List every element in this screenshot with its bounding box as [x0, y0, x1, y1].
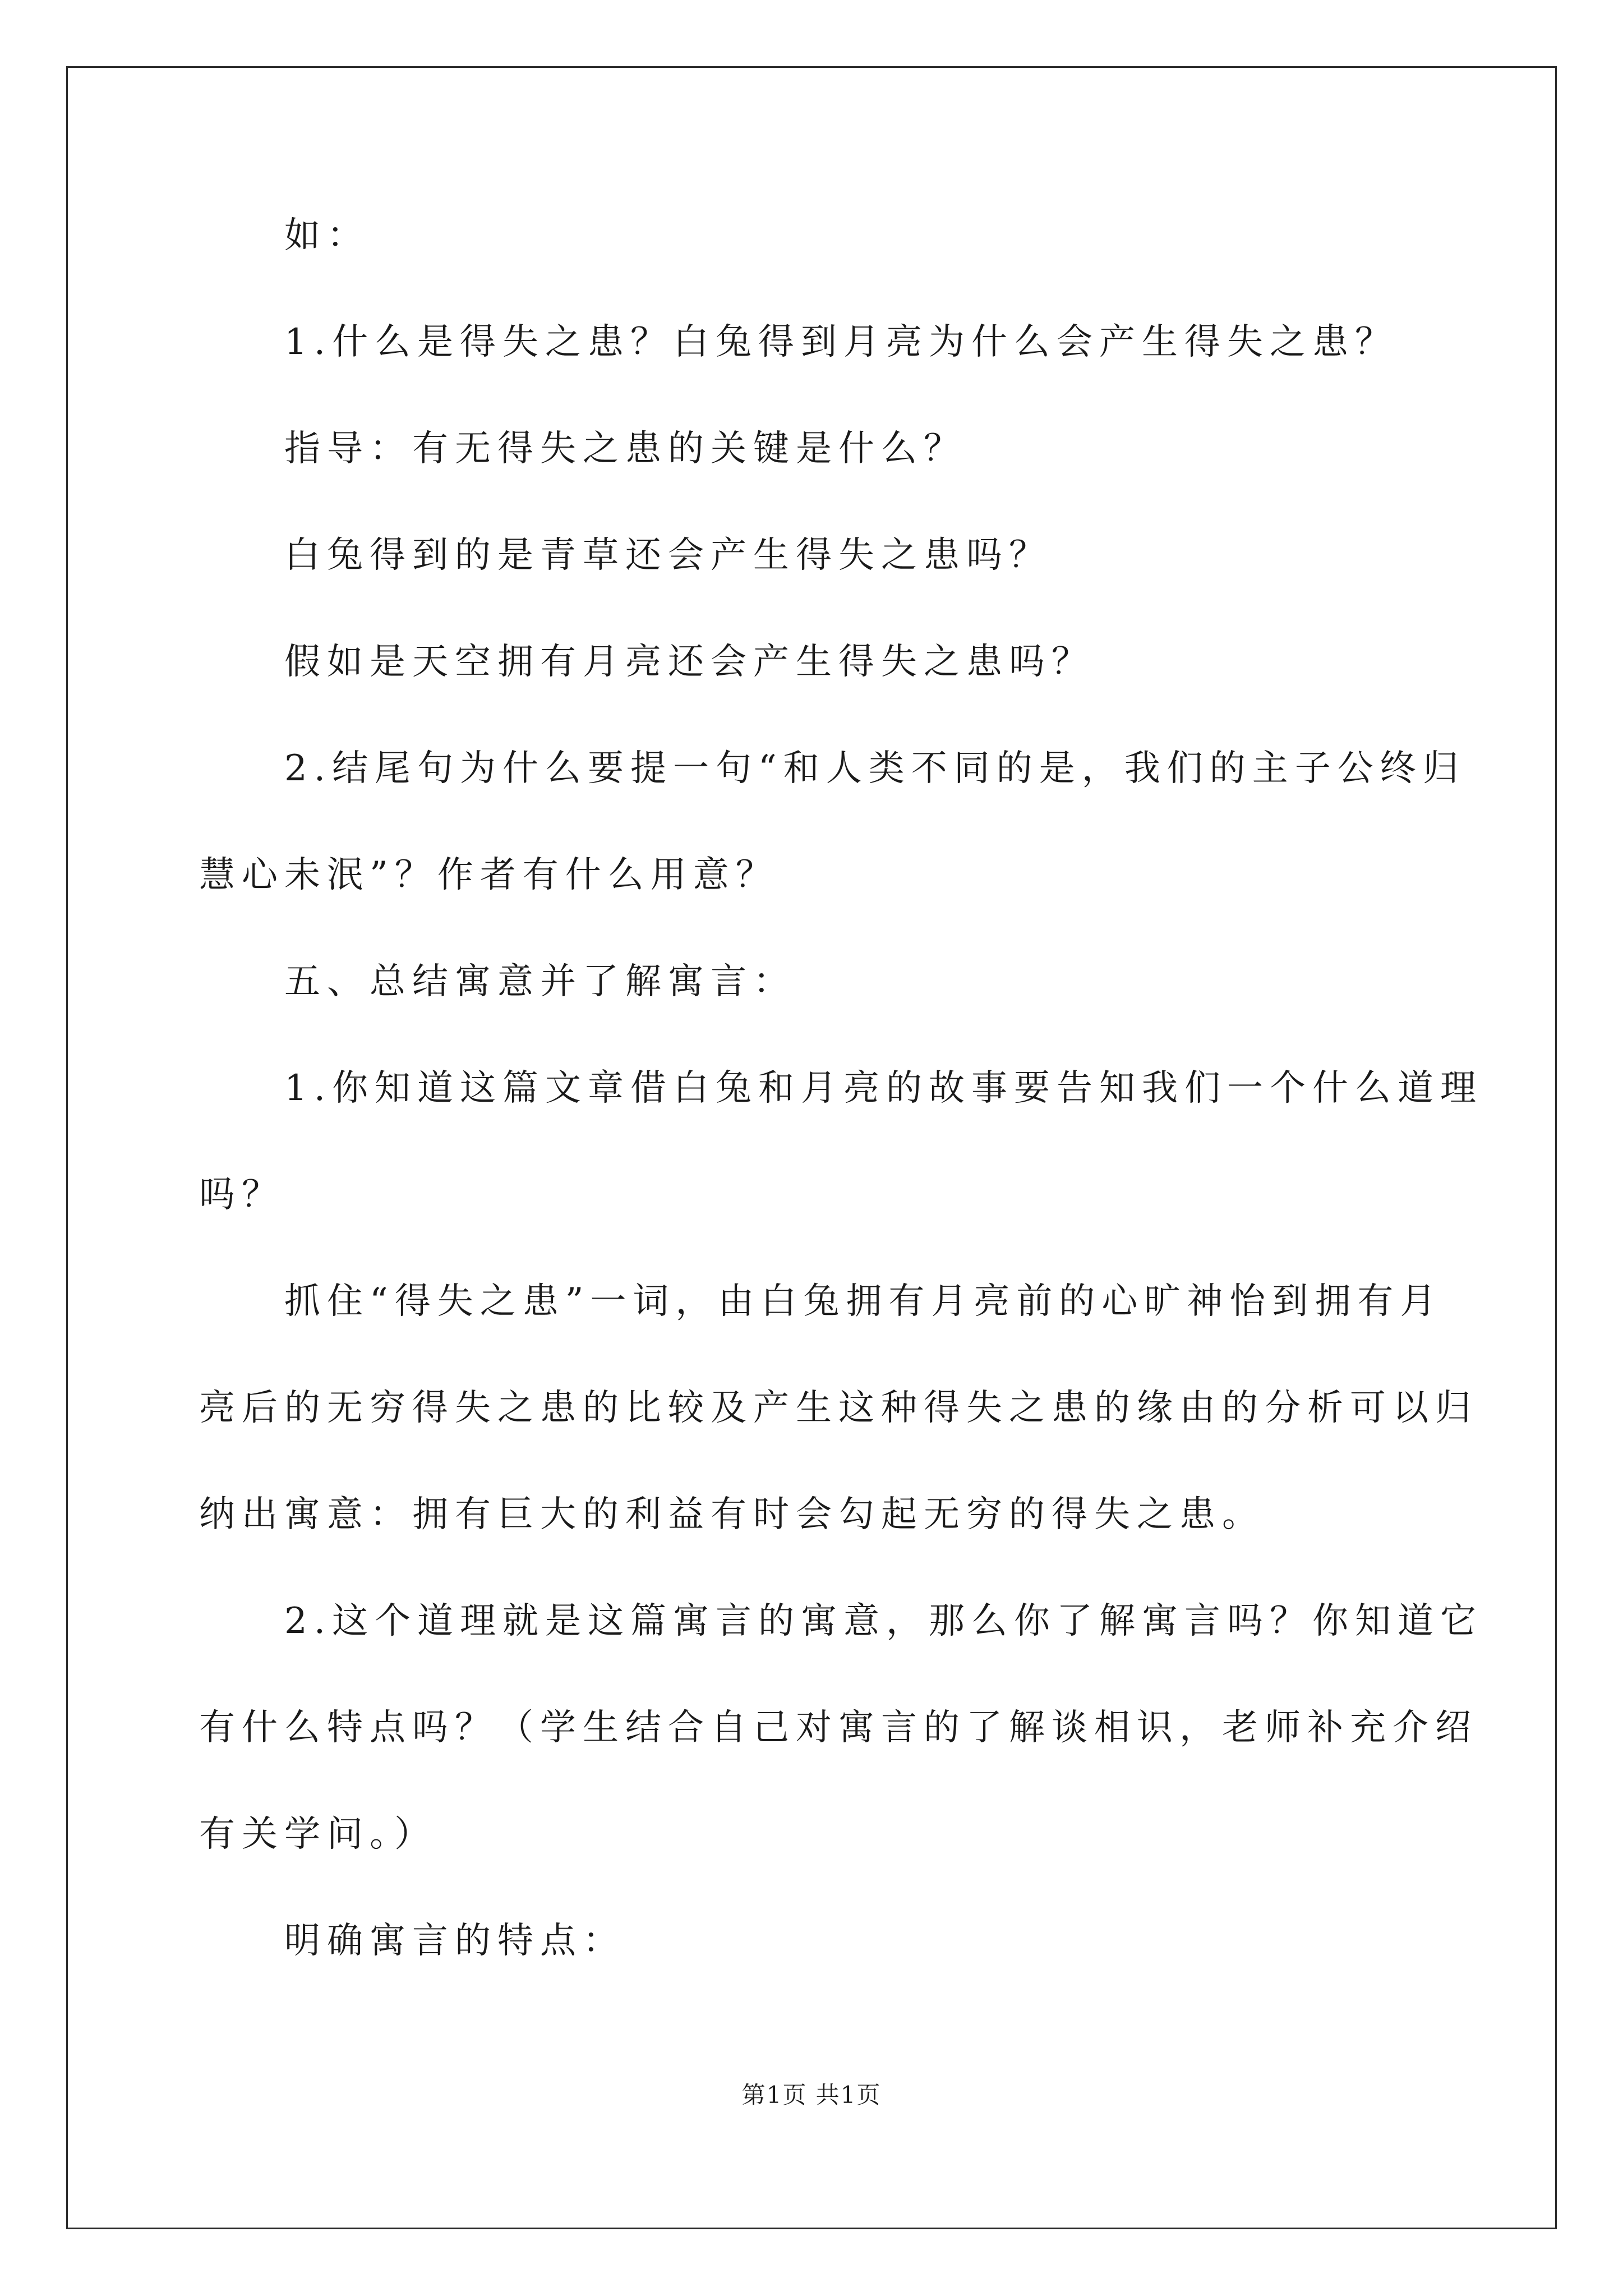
text-line: 1.什么是得失之患？白兔得到月亮为什么会产生得失之患？	[284, 321, 1398, 363]
page-footer: 第1页 共1页	[741, 2081, 882, 2109]
text-line: 指导：有无得失之患的关键是什么？	[284, 428, 966, 470]
text-line: 白兔得到的是青草还会产生得失之患吗？	[284, 535, 1052, 576]
text-line: 2.这个道理就是这篇寓言的寓意，那么你了解寓言吗？你知道它	[284, 1600, 1483, 1642]
page-border	[66, 66, 1557, 2229]
text-line: 有什么特点吗？（学生结合自己对寓言的了解谈相识，老师补充介绍	[199, 1707, 1478, 1749]
text-line: 1.你知道这篇文章借白兔和月亮的故事要告知我们一个什么道理	[284, 1068, 1483, 1109]
text-line: 吗？	[199, 1174, 284, 1216]
text-line: 2.结尾句为什么要提一句“和人类不同的是，我们的主子公终归	[284, 748, 1465, 789]
text-line: 有关学问。）	[199, 1814, 437, 1855]
text-line: 假如是天空拥有月亮还会产生得失之患吗？	[284, 641, 1094, 683]
text-line: 明确寓言的特点：	[284, 1920, 625, 1962]
text-line: 亮后的无穷得失之患的比较及产生这种得失之患的缘由的分析可以归	[199, 1387, 1478, 1429]
text-line: 如：	[284, 215, 370, 256]
text-line: 慧心未泯”？作者有什么用意？	[199, 854, 778, 896]
text-line: 纳出寓意：拥有巨大的利益有时会勾起无穷的得失之患。	[199, 1494, 1265, 1535]
text-line: 抓住“得失之患”一词，由白兔拥有月亮前的心旷神怡到拥有月	[284, 1281, 1443, 1322]
section-heading: 五、总结寓意并了解寓言：	[284, 961, 796, 1002]
